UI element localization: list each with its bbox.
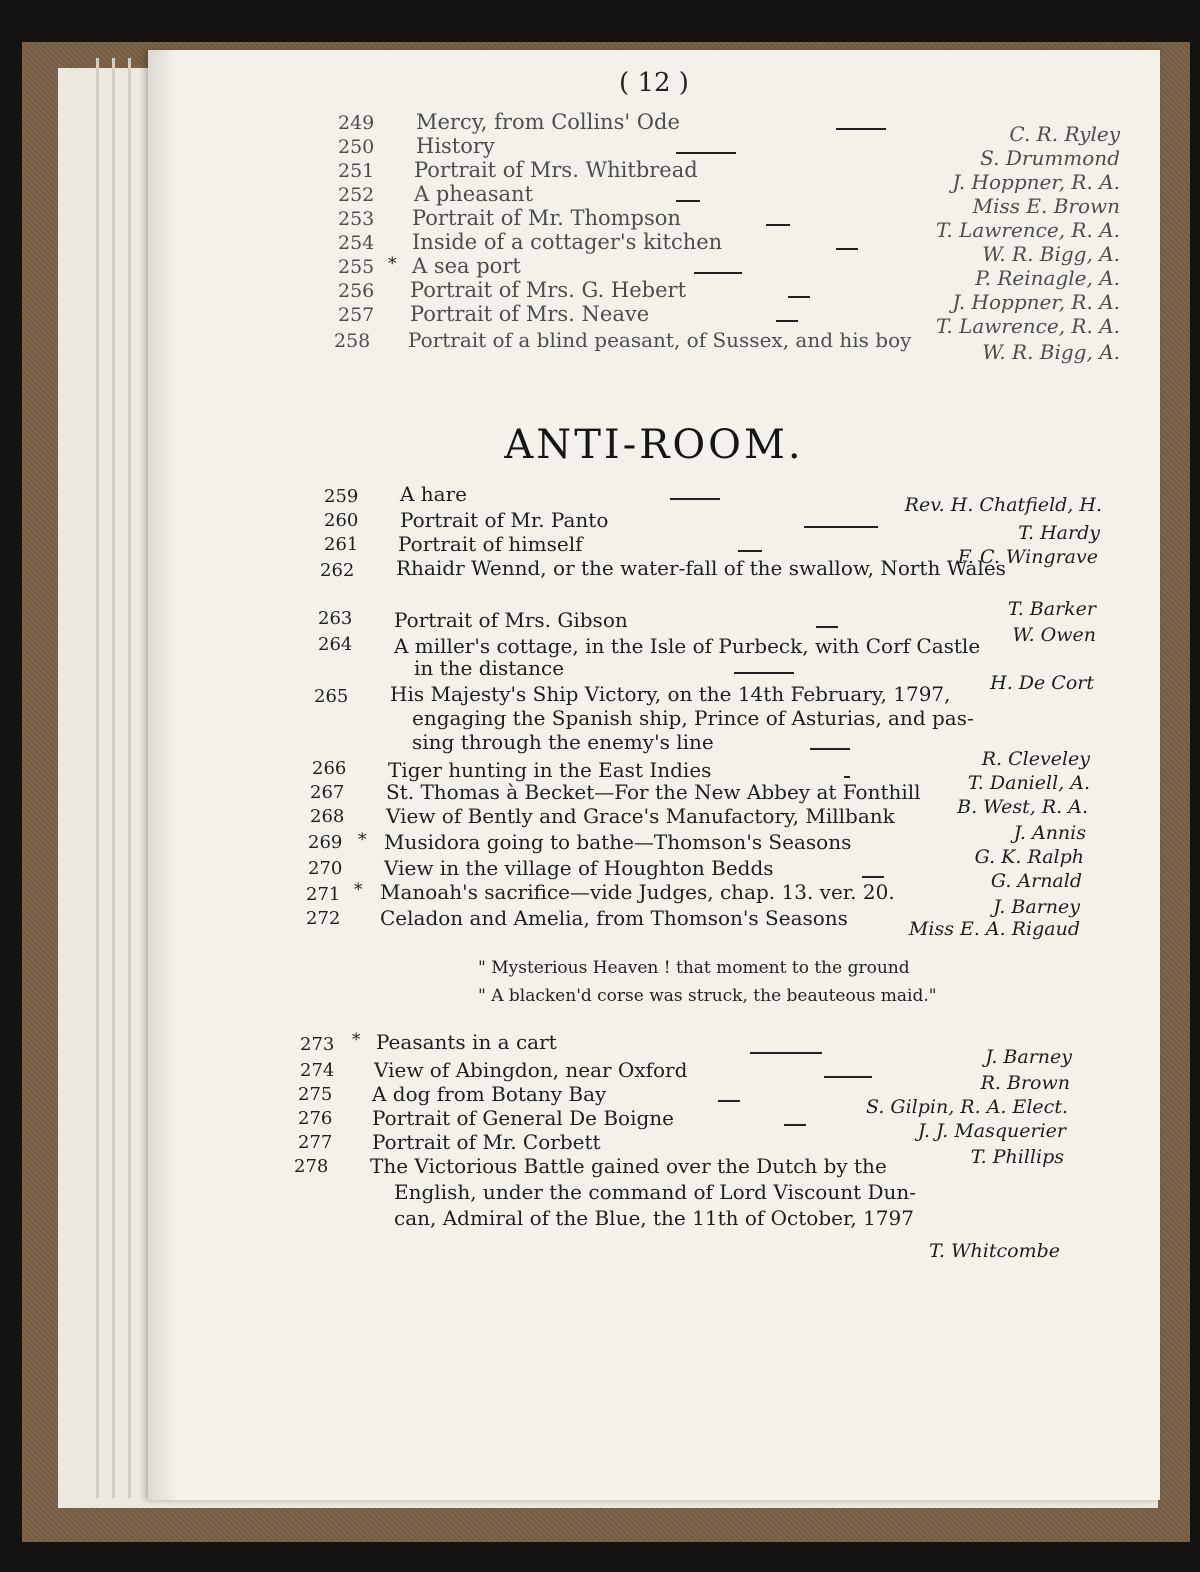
entry-artist: T. Daniell, A.: [967, 772, 1090, 794]
entry-title: View in the village of Houghton Bedds: [384, 856, 774, 880]
page-edge: [128, 58, 131, 1498]
entry-title: Portrait of a blind peasant, of Sussex, and his boy: [408, 328, 912, 352]
entry-number: 252: [338, 184, 375, 206]
entry-title: A pheasant: [414, 182, 534, 206]
entry-number: 258: [334, 330, 371, 352]
dash-rule: [788, 296, 810, 298]
entry-title: Tiger hunting in the East Indies: [388, 758, 712, 782]
entry-artist: T. Hardy: [1018, 522, 1100, 544]
entry-artist: R. Cleveley: [981, 748, 1090, 770]
quote-line: " A blacken'd corse was struck, the beauteous maid.": [478, 986, 937, 1006]
entry-title: His Majesty's Ship Victory, on the 14th February, 1797,: [390, 682, 951, 706]
entry-artist: F. C. Wingrave: [957, 546, 1098, 568]
entry-number: 251: [338, 160, 375, 182]
entry-artist: G. K. Ralph: [974, 846, 1084, 868]
dash-rule: [776, 320, 798, 322]
entry-title: Portrait of Mr. Thompson: [412, 206, 681, 230]
dash-rule: [824, 1076, 872, 1078]
entry-artist: Miss E. Brown: [972, 194, 1120, 218]
entry-artist: J. Annis: [1013, 822, 1086, 844]
entry-title-continued: in the distance: [414, 656, 565, 680]
entry-title: Mercy, from Collins' Ode: [416, 110, 680, 134]
entry-title: A hare: [400, 482, 468, 506]
entry-number: 262: [320, 560, 355, 581]
entry-title: Portrait of himself: [398, 532, 583, 556]
entry-title: Rhaidr Wennd, or the water-fall of the swallow, North Wales: [396, 556, 1006, 580]
entry-number: 271: [306, 884, 341, 905]
entry-number: 269: [308, 832, 343, 853]
entry-number: 278: [294, 1156, 329, 1177]
dash-rule: [804, 526, 878, 528]
entry-artist: J. J. Masquerier: [917, 1120, 1066, 1142]
entry-number: 263: [318, 608, 353, 629]
dash-rule: [836, 248, 858, 250]
dash-rule: [670, 498, 720, 500]
dash-rule: [810, 748, 850, 750]
entry-artist: J. Barney: [993, 896, 1080, 918]
entry-title-continued: English, under the command of Lord Viscount Dun-: [394, 1180, 917, 1204]
entry-artist: S. Drummond: [980, 146, 1120, 170]
entry-number: 260: [324, 510, 359, 531]
dash-rule: [676, 152, 736, 154]
entry-artist: G. Arnald: [990, 870, 1082, 892]
entry-title: A sea port: [412, 254, 521, 278]
entry-number: 272: [306, 908, 341, 929]
new-work-asterisk: *: [388, 254, 397, 274]
entry-title: View of Abingdon, near Oxford: [374, 1058, 688, 1082]
entry-title: A dog from Botany Bay: [372, 1082, 607, 1106]
entry-artist: R. Brown: [980, 1072, 1070, 1094]
entry-artist: T. Barker: [1007, 598, 1096, 620]
entry-title: St. Thomas à Becket—For the New Abbey at Fonthill: [386, 780, 921, 804]
entry-title: Peasants in a cart: [376, 1030, 557, 1054]
entry-title-continued: engaging the Spanish ship, Prince of Asturias, and pas-: [412, 706, 974, 730]
section-heading: ANTI-ROOM.: [504, 422, 804, 468]
spine-shadow: [148, 50, 178, 1500]
entry-title: Inside of a cottager's kitchen: [412, 230, 723, 254]
new-work-asterisk: *: [354, 880, 363, 900]
entry-artist: B. West, R. A.: [957, 796, 1088, 818]
entry-number: 277: [298, 1132, 333, 1153]
page-edge: [112, 58, 115, 1498]
entry-number: 275: [298, 1084, 333, 1105]
entry-number: 274: [300, 1060, 335, 1081]
entry-title: Portrait of Mrs. G. Hebert: [410, 278, 687, 302]
entry-artist: J. Hoppner, R. A.: [952, 290, 1120, 314]
dash-rule: [718, 1100, 740, 1102]
entry-number: 267: [310, 782, 345, 803]
entry-number: 254: [338, 232, 375, 254]
entry-number: 250: [338, 136, 375, 158]
entry-number: 261: [324, 534, 359, 555]
entry-title: Portrait of Mrs. Neave: [410, 302, 650, 326]
entry-artist: W. R. Bigg, A.: [982, 340, 1120, 364]
page-edge: [96, 58, 99, 1498]
entry-artist: Miss E. A. Rigaud: [908, 918, 1080, 940]
dash-rule: [750, 1052, 822, 1054]
dash-rule: [738, 550, 762, 552]
entry-title: The Victorious Battle gained over the Dutch by the: [370, 1154, 887, 1178]
entry-title: Portrait of Mrs. Whitbread: [414, 158, 698, 182]
dash-rule: [784, 1124, 806, 1126]
entry-title: A miller's cottage, in the Isle of Purbeck, with Corf Castle: [394, 634, 981, 658]
entry-title: Celadon and Amelia, from Thomson's Seasons: [380, 906, 848, 930]
entry-artist: P. Reinagle, A.: [975, 266, 1120, 290]
entry-artist: T. Lawrence, R. A.: [935, 314, 1120, 338]
new-work-asterisk: *: [352, 1030, 361, 1050]
entry-title-continued: can, Admiral of the Blue, the 11th of October, 1797: [394, 1206, 914, 1230]
entry-artist: H. De Cort: [990, 672, 1094, 694]
entry-artist: T. Whitcombe: [929, 1240, 1060, 1262]
entry-title: Musidora going to bathe—Thomson's Seasons: [384, 830, 852, 854]
entry-number: 255: [338, 256, 375, 278]
dash-rule: [694, 272, 742, 274]
entry-artist: S. Gilpin, R. A. Elect.: [866, 1096, 1068, 1118]
entry-title: Portrait of General De Boigne: [372, 1106, 675, 1130]
entry-artist: J. Hoppner, R. A.: [952, 170, 1120, 194]
entry-number: 268: [310, 806, 345, 827]
entry-title: Portrait of Mrs. Gibson: [394, 608, 628, 632]
entry-title: History: [416, 134, 495, 158]
quote-line: " Mysterious Heaven ! that moment to the ground: [478, 958, 910, 978]
entry-number: 273: [300, 1034, 335, 1055]
dash-rule: [836, 128, 886, 130]
entry-number: 266: [312, 758, 347, 779]
entry-number: 259: [324, 486, 359, 507]
new-work-asterisk: *: [358, 830, 367, 850]
entry-title: Portrait of Mr. Panto: [400, 508, 609, 532]
page-number: ( 12 ): [619, 68, 689, 98]
entry-artist: W. Owen: [1012, 624, 1096, 646]
entry-artist: Rev. H. Chatfield, H.: [904, 494, 1102, 516]
entry-number: 253: [338, 208, 375, 230]
dash-rule: [676, 200, 700, 202]
entry-number: 265: [314, 686, 349, 707]
entry-title: Manoah's sacrifice—vide Judges, chap. 13. ver. 20.: [380, 880, 895, 904]
dash-rule: [844, 776, 850, 778]
entry-artist: C. R. Ryley: [1009, 122, 1120, 146]
dash-rule: [734, 672, 794, 674]
entry-artist: T. Phillips: [970, 1146, 1064, 1168]
catalogue-page: [148, 50, 1160, 1500]
entry-number: 256: [338, 280, 375, 302]
entry-title-continued: sing through the enemy's line: [412, 730, 714, 754]
dash-rule: [862, 876, 884, 878]
entry-number: 257: [338, 304, 375, 326]
entry-title: View of Bently and Grace's Manufactory, Millbank: [386, 804, 895, 828]
entry-artist: J. Barney: [985, 1046, 1072, 1068]
entry-number: 276: [298, 1108, 333, 1129]
dash-rule: [766, 224, 790, 226]
dash-rule: [816, 626, 838, 628]
entry-number: 270: [308, 858, 343, 879]
entry-artist: W. R. Bigg, A.: [982, 242, 1120, 266]
entry-title: Portrait of Mr. Corbett: [372, 1130, 601, 1154]
entry-number: 249: [338, 112, 375, 134]
entry-artist: T. Lawrence, R. A.: [935, 218, 1120, 242]
entry-number: 264: [318, 634, 353, 655]
